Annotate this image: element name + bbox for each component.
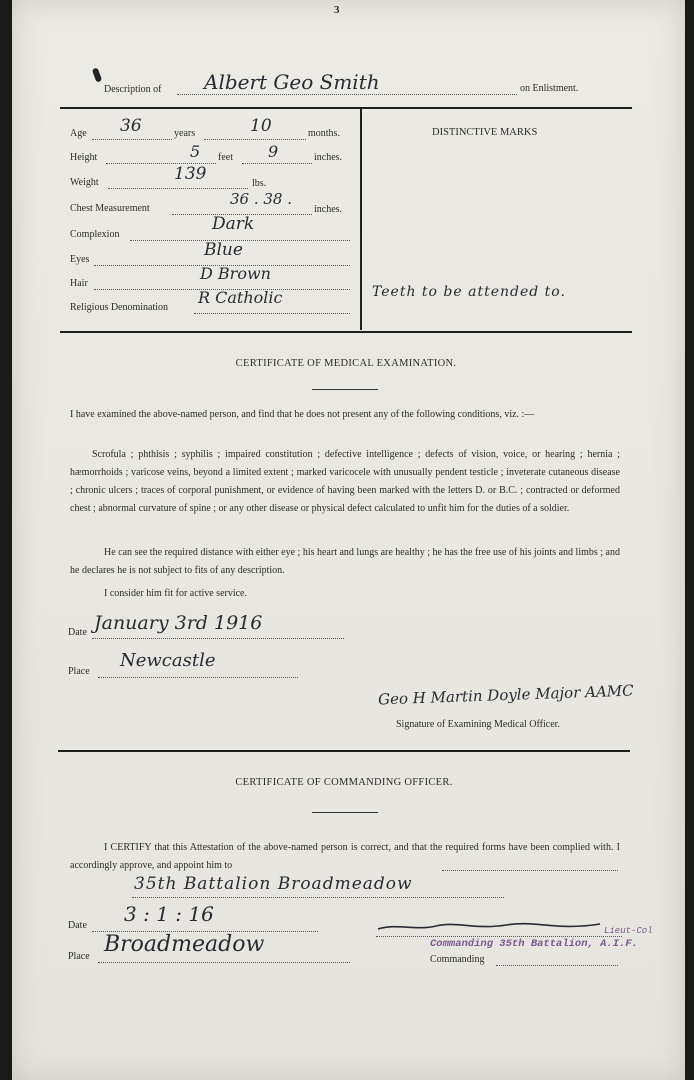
chest-unit: inches. — [314, 204, 343, 215]
weight-line — [108, 188, 248, 189]
medical-heading: CERTIFICATE OF MEDICAL EXAMINATION. — [235, 358, 457, 369]
hair-label: Hair — [70, 278, 88, 289]
religion-line — [194, 313, 350, 314]
distinctive-marks-heading: DISTINCTIVE MARKS — [432, 127, 538, 138]
top-rule — [60, 107, 632, 109]
weight-value: 139 — [174, 164, 207, 184]
chest-label: Chest Measurement — [70, 203, 150, 214]
commanding-certify-paragraph: I CERTIFY that this Attestation of the above-named person is correct, and that the required forms have been complied with. I accordingly approve, and appoint him to — [70, 842, 620, 871]
rank-stamp: Lieut-Col — [604, 926, 653, 936]
column-divider — [360, 108, 362, 330]
commanding-signature-line — [376, 936, 622, 937]
lbs-label: lbs. — [252, 178, 267, 189]
age-label: Age — [70, 128, 87, 139]
medical-heading-rule — [312, 389, 378, 390]
complexion-value: Dark — [212, 214, 255, 234]
unit-line — [132, 897, 504, 898]
commanding-place-label: Place — [68, 951, 90, 962]
age-months-line — [204, 139, 306, 140]
description-dotted-line — [177, 94, 517, 95]
enlistee-name: Albert Geo Smith — [204, 70, 380, 94]
chest-value: 36 . 38 . — [230, 190, 293, 208]
medical-intro-paragraph: I have examined the above-named person, and find that he does not present any of the following conditions, viz. :— — [70, 409, 535, 420]
feet-label: feet — [218, 152, 233, 163]
commanding-officer-scrawl — [376, 920, 602, 932]
attestation-page — [12, 0, 685, 1080]
commanding-heading: CERTIFICATE OF COMMANDING OFFICER. — [235, 777, 453, 788]
medical-date-label: Date — [68, 627, 87, 638]
medical-place-label: Place — [68, 666, 90, 677]
hair-value: D Brown — [200, 264, 271, 283]
commanding-date-value: 3 : 1 : 16 — [124, 902, 214, 926]
mid-rule — [60, 331, 632, 333]
inches-label: inches. — [314, 152, 343, 163]
distinctive-marks-note: Teeth to be attended to. — [372, 284, 566, 300]
age-years-line — [92, 139, 172, 140]
medical-officer-signature: Geo H Martin Doyle Major AAMC — [377, 681, 634, 709]
eyes-label: Eyes — [70, 254, 90, 265]
commanding-place-value: Broadmeadow — [104, 932, 265, 957]
height-inches-line — [242, 163, 312, 164]
battalion-stamp: Commanding 35th Battalion, A.I.F. — [430, 938, 638, 950]
commanding-place-line — [98, 962, 350, 963]
commanding-label-line — [496, 965, 618, 966]
appointment-line — [442, 870, 618, 871]
ink-blot — [92, 67, 102, 82]
religion-label: Religious Denomination — [70, 302, 169, 313]
unit-value: 35th Battalion Broadmeadow — [134, 874, 413, 894]
medical-date-line — [92, 638, 344, 639]
height-inches-value: 9 — [268, 142, 279, 161]
height-feet-value: 5 — [190, 142, 201, 161]
weight-label: Weight — [70, 177, 99, 188]
age-months-value: 10 — [250, 116, 272, 136]
medical-date-value: January 3rd 1916 — [94, 612, 263, 634]
complexion-label: Complexion — [70, 229, 120, 240]
medical-place-value: Newcastle — [120, 650, 216, 671]
commanding-date-label: Date — [68, 920, 87, 931]
medical-conditions-paragraph: Scrofula ; phthisis ; syphilis ; impaired constitution ; defective intelligence ; defects of vision, voice, or hearing ; hernia ; hæmorrhoids ; varicose veins, beyond a limited extent ; marked varicocele with unusually pendent testicle ; inveterate cutaneous disease ; chronic ulcers ; traces of corporal punishment, or evidence of having been marked with the letters D. or B.C. ; contracted or deformed chest ; abnormal curvature of spine ; or any other disease or physical defect calculated to unfit him for the duties of a soldier. — [70, 449, 620, 514]
fit-statement: I consider him fit for active service. — [104, 588, 247, 599]
description-suffix: on Enlistment. — [520, 83, 579, 94]
description-label: Description of — [104, 84, 162, 95]
lower-rule — [58, 750, 630, 752]
medical-signature-label: Signature of Examining Medical Officer. — [396, 719, 560, 730]
eyes-value: Blue — [204, 240, 243, 260]
commanding-label: Commanding — [430, 954, 485, 965]
months-label: months. — [308, 128, 340, 139]
commanding-heading-rule — [312, 812, 378, 813]
medical-place-line — [98, 677, 298, 678]
religion-value: R Catholic — [198, 288, 283, 307]
page-number: 3 — [334, 4, 340, 16]
medical-health-paragraph: He can see the required distance with either eye ; his heart and lungs are healthy ; he has the free use of his joints and limbs ; and he declares he is not subject to fits of any description. — [70, 547, 620, 576]
age-years-value: 36 — [120, 116, 142, 136]
height-label: Height — [70, 152, 98, 163]
years-label: years — [174, 128, 196, 139]
